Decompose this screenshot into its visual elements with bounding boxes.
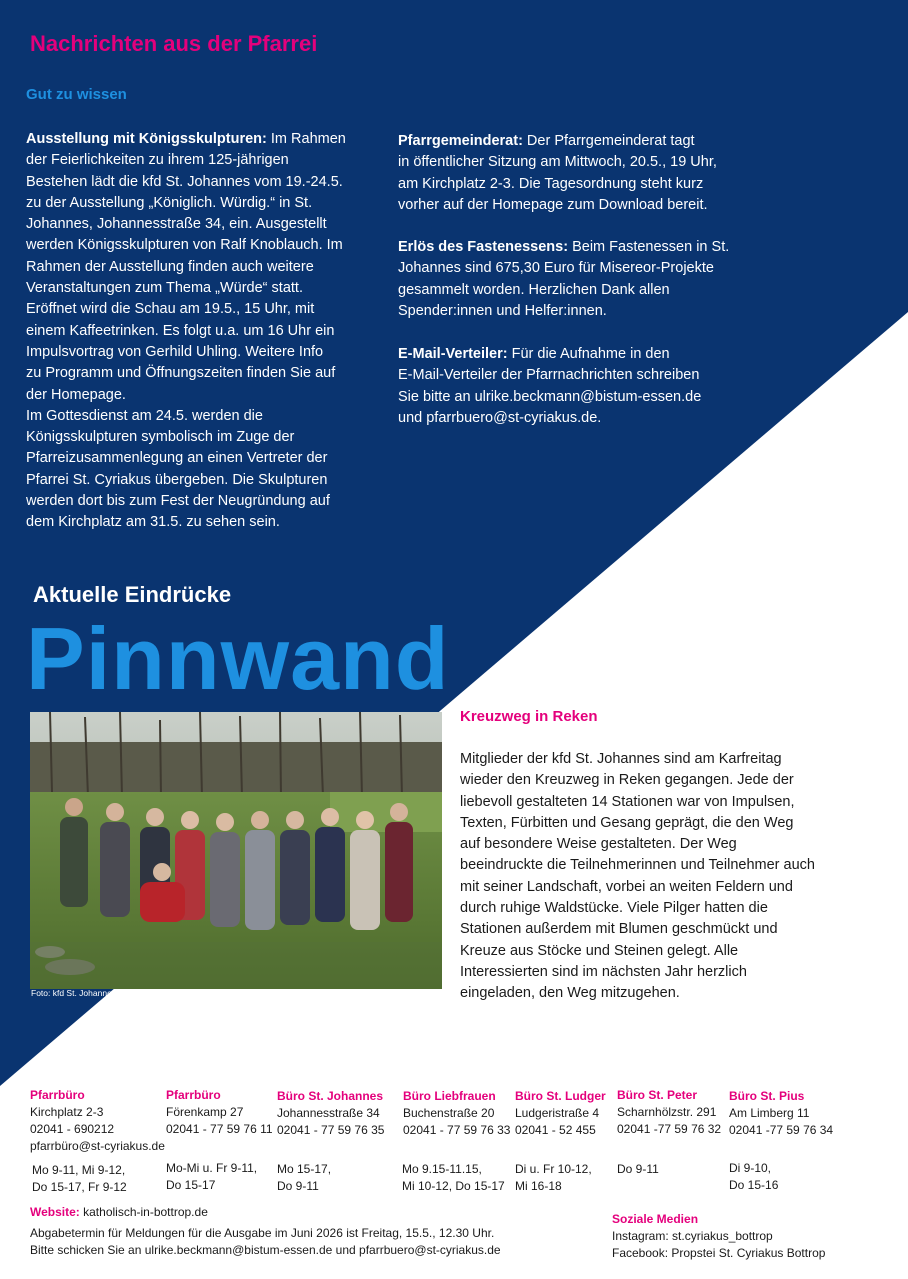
office-pfarrbuero-foerenkamp: Pfarrbüro Förenkamp 27 02041 - 77 59 76 11 [166, 1088, 273, 1136]
article-erloes: Erlös des Fastenessens: Beim Fastenessen in St. Johannes sind 675,30 Euro für Misereor-Projekte gesammelt worden. Herzlichen Dank allen Spender:innen und Helfer:innen. [398, 239, 730, 319]
section-subtitle: Gut zu wissen [26, 86, 127, 103]
facebook-link[interactable]: Facebook: Propstei St. Cyriakus Bottrop [612, 1246, 826, 1260]
office-st-peter: Büro St. Peter Scharnhölzstr. 291 02041 -77 59 76 32 [617, 1088, 722, 1136]
article-title: Erlös des Fastenessens: [398, 239, 569, 255]
pinnwand-title: Pinnwand [26, 609, 450, 708]
article-ausstellung: Ausstellung mit Königsskulpturen: Im Rahmen der Feierlichkeiten zu ihrem 125-jährigen Bestehen lädt die kfd St. Johannes vom 19.-24.5. zu der Ausstellung „Königlich. Würdig.“ in St. Johannes, Johannesstraße 34, ein. Ausgestellt werden Königsskulpturen von Ralf Knoblauch. Im Rahmen der Ausstellung finden auch weitere Veranstaltungen zum Thema „Würde“ statt. Eröffnet wird die Schau am 19.5., 15 Uhr, mit einem Kaffeetrinken. Es folgt u.a. um 16 Uhr ein Impulsvortrag von Gerhild Uhling. Weitere Info zu Programm und Öffnungszeiten finden Sie auf der Homepage. Im Gottesdienst am 24.5. werden die Königsskulpturen symbolisch im Zuge der Pfarreizusammenlegung an einen Vertreter der Pfarrei St. Cyriakus übergeben. Die Skulpturen werden dort bis zum Fest der Neugründung auf dem Kirchplatz am 31.5. zu sehen sein. [26, 131, 346, 531]
page-title: Nachrichten aus der Pfarrei [30, 31, 318, 56]
office-hours: Do 9-11 [617, 1162, 659, 1176]
article-verteiler: E-Mail-Verteiler: Für die Aufnahme in den E-Mail-Verteiler der Pfarrnachrichten schreiben Sie bitte an ulrike.beckmann@bistum-essen.de und pfarrbuero@st-cyriakus.de. [398, 346, 702, 426]
article-pfarrgemeinderat: Pfarrgemeinderat: Der Pfarrgemeinderat tagt in öffentlicher Sitzung am Mittwoch, 20.5., 19 Uhr, am Kirchplatz 2-3. Die Tagesordnung steht kurz vorher auf der Homepage zum Download bereit. [398, 133, 717, 213]
office-hours: Mo-Mi u. Fr 9-11, Do 15-17 [166, 1161, 258, 1192]
website-label: Website: [30, 1205, 80, 1219]
story-title: Kreuzweg in Reken [460, 708, 598, 725]
office-hours: Mo 9.15-11.15, Mi 10-12, Do 15-17 [402, 1162, 505, 1193]
office-pfarrbuero-kirchplatz: Pfarrbüro Kirchplatz 2-3 02041 - 690212 pfarrbüro@st-cyriakus.de [30, 1088, 165, 1153]
photo-caption: Foto: kfd St. Johannes [31, 988, 117, 998]
article-title: E-Mail-Verteiler: [398, 346, 508, 362]
office-st-ludger: Büro St. Ludger Ludgeristraße 4 02041 - 52 455 [515, 1089, 606, 1137]
office-st-pius: Büro St. Pius Am Limberg 11 02041 -77 59 76 34 [729, 1089, 834, 1137]
office-hours: Di 9-10, Do 15-16 [729, 1161, 779, 1192]
social-media [612, 1211, 825, 1262]
office-hours: Mo 9-11, Mi 9-12, Do 15-17, Fr 9-12 [32, 1163, 127, 1194]
article-title: Pfarrgemeinderat: [398, 133, 523, 149]
article-title: Ausstellung mit Königsskulpturen: [26, 131, 267, 147]
pinnwand-kicker: Aktuelle Eindrücke [33, 582, 232, 607]
office-liebfrauen: Büro Liebfrauen Buchenstraße 20 02041 - 77 59 76 33 [403, 1089, 511, 1137]
website-link[interactable]: katholisch-in-bottrop.de [79, 1205, 208, 1219]
social-title: Soziale Medien [612, 1212, 699, 1226]
office-hours: Mo 15-17, Do 9-11 [277, 1162, 332, 1193]
deadline-line-2: Bitte schicken Sie an ulrike.beckmann@bistum-essen.de und pfarrbuero@st-cyriakus.de [30, 1243, 501, 1257]
story-text: Mitglieder der kfd St. Johannes sind am Karfreitag wieder den Kreuzweg in Reken gegangen. Jede der liebevoll gestalteten 14 Stationen war von Impulsen, Texten, Fürbitten und Gesang geprägt, die den Weg auf besondere Weise gestalteten. Der Weg beeindruckte die Teilnehmerinnen und Teilnehmer auch mit seiner Landschaft, vorbei an weiten Feldern und durch ruhige Waldstücke. Viele Pilger hatten die Stationen außerdem mit Blumen geschmückt und Kreuze aus Stöcke und Steinen gelegt. Alle Interessierten sind im nächsten Jahr herzlich eingeladen, den Weg mitzugehen. [460, 751, 815, 1002]
deadline-line-1: Abgabetermin für Meldungen für die Ausgabe im Juni 2026 ist Freitag, 15.5., 12.30 Uhr. [30, 1226, 495, 1240]
group-photo [30, 712, 442, 989]
office-st-johannes: Büro St. Johannes Johannesstraße 34 02041 - 77 59 76 35 [277, 1089, 385, 1137]
office-hours: Di u. Fr 10-12, Mi 16-18 [515, 1162, 592, 1193]
instagram-link[interactable]: Instagram: st.cyriakus_bottrop [612, 1229, 773, 1243]
website-line [30, 1204, 208, 1221]
